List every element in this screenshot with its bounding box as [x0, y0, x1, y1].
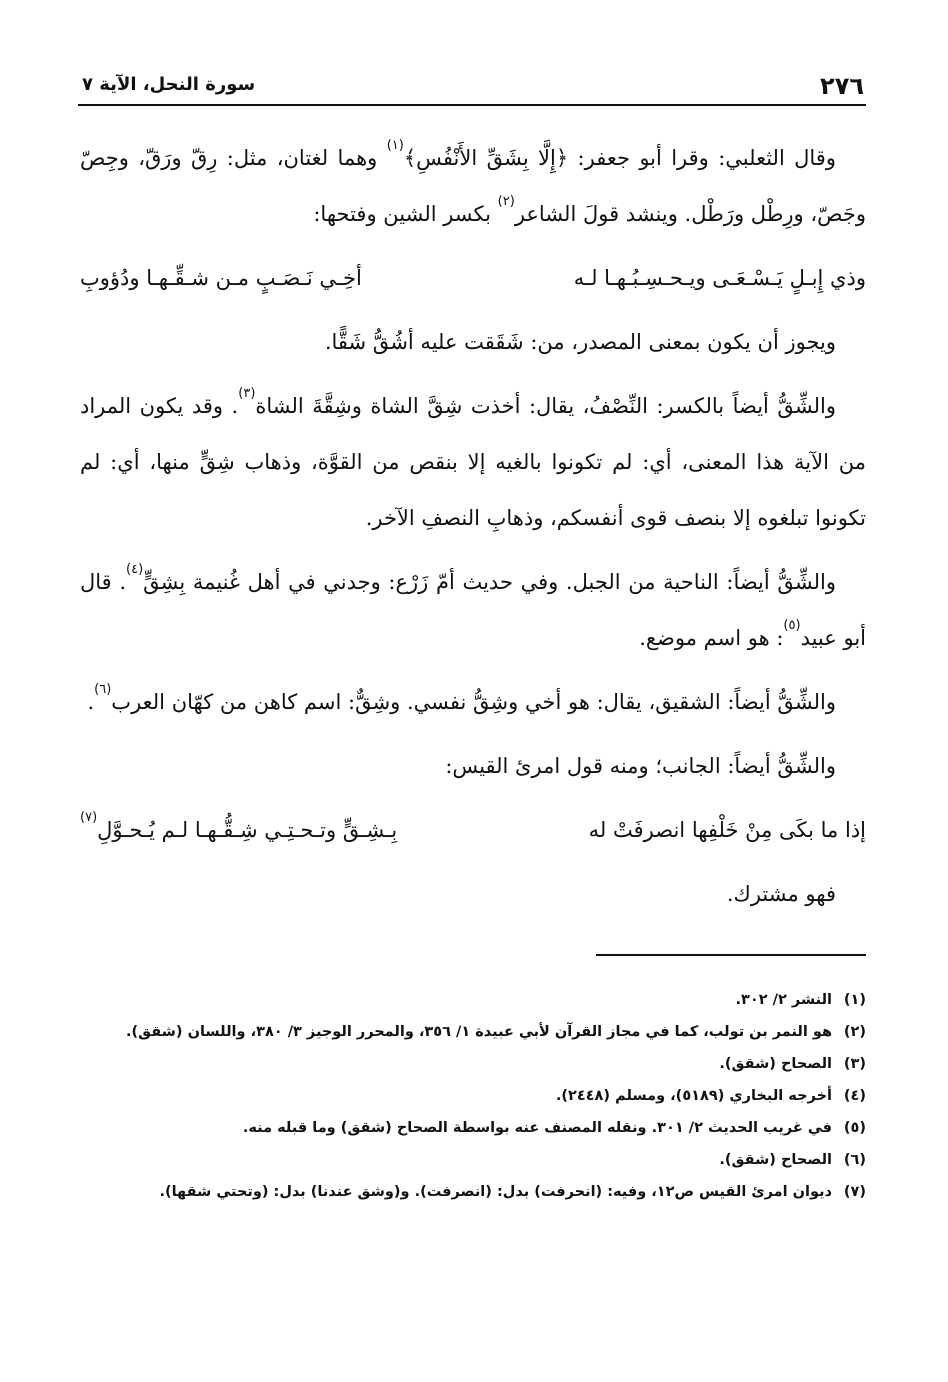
footnote-text: الصحاح (شقق). [719, 1152, 832, 1168]
footnotes-section [80, 986, 866, 1210]
paragraph-text: وهما لغتان، مثل: رِقّ ورَقّ، وجِصّ وجَصّ، ورِطْل ورَطْل. وينشد قولَ الشاعر [80, 146, 866, 226]
paragraph-text: والشِّقُّ أيضاً: الناحية من الجبل. وفي حديث أمّ زَرْع: وجدني في أهل غُنيمة بِشِقٍّ [143, 570, 837, 594]
footnote-marker: (٦) [94, 682, 112, 697]
footnote-6 [80, 1146, 866, 1174]
paragraph-text: وقال الثعلبي: وقرا أبو جعفر: ﴿إِلَّا بِشَقِّ الأَنْفُسِ﴾ [403, 146, 836, 170]
page-header [78, 68, 866, 106]
paragraph-5 [80, 674, 866, 730]
footnote-1 [80, 986, 866, 1014]
footnote-number: (٣) [843, 1056, 866, 1072]
footnote-marker: (٣) [238, 386, 256, 401]
page-number: ٢٧٦ [820, 72, 864, 100]
verse-second-hemistich: أخِـي نَـصَـبٍ مـن شـقِّـهـا ودُؤوبِ [80, 266, 362, 290]
footnote-number: (٤) [843, 1088, 866, 1104]
footnote-marker: (٢) [497, 194, 515, 209]
footnote-text: في غريب الحديث ٢/ ٣٠١. ونقله المصنف عنه بواسطة الصحاح (شقق) وما قبله منه. [242, 1120, 832, 1136]
main-text [80, 130, 866, 930]
footnote-marker: (١) [386, 138, 404, 153]
footnote-marker: (٥) [783, 618, 801, 633]
footnote-number: (٦) [843, 1152, 866, 1168]
paragraph-text: . [87, 690, 95, 714]
poetry-verse-1 [80, 250, 866, 306]
footnote-3 [80, 1050, 866, 1078]
footnote-marker: (٤) [126, 562, 144, 577]
paragraph-4 [80, 554, 866, 666]
verse-text: بِـشِـقٍّ وتـحـتِـي شِـقُّـهـا لـم يُـحـوَّلِ [97, 818, 398, 842]
verse-first-hemistich: إذا ما بكَى مِنْ خَلْفِها انصرفَتْ له [588, 818, 866, 842]
footnote-7 [80, 1178, 866, 1206]
footnote-text: النشر ٢/ ٣٠٢. [735, 992, 832, 1008]
footnote-separator [596, 954, 866, 956]
paragraph-6: والشِّقُّ أيضاً: الجانب؛ ومنه قول امرئ القيس: [445, 754, 836, 778]
paragraph-text: : هو اسم موضع. [639, 626, 784, 650]
footnote-2 [80, 1018, 866, 1046]
paragraph-1 [80, 130, 866, 242]
paragraph-text: . قال أبو عبيد [80, 570, 866, 650]
verse-second-hemistich [80, 802, 397, 858]
paragraph-text: والشِّقُّ أيضاً: الشقيق، يقال: هو أخي وشِقُّ نفسي. وشِقٌّ: اسم كاهن من كهّان العرب [111, 690, 836, 714]
paragraph-2: ويجوز أن يكون بمعنى المصدر، من: شَقَقت عليه أشُقُّ شَقًّا. [324, 330, 836, 354]
paragraph-text: والشِّقُّ أيضاً بالكسر: النِّصْفُ، يقال: أخذت شِقَّ الشاة وشِقَّةَ الشاة [255, 394, 836, 418]
paragraph-text: بكسر الشين وفتحها: [313, 202, 498, 226]
footnote-marker: (٧) [80, 810, 98, 825]
footnote-number: (١) [843, 992, 866, 1008]
footnote-5 [80, 1114, 866, 1142]
paragraph-3 [80, 378, 866, 546]
paragraph-7: فهو مشترك. [726, 882, 836, 906]
poetry-verse-2 [80, 802, 866, 858]
footnote-text: أخرجه البخاري (٥١٨٩)، ومسلم (٢٤٤٨). [555, 1088, 832, 1104]
footnote-number: (٥) [843, 1120, 866, 1136]
verse-first-hemistich: وذي إِبـلٍ يَـسْـعَـى ويـحـسِـبُـهـا لـه [573, 266, 866, 290]
footnote-4 [80, 1082, 866, 1110]
footnote-text: هو النمر بن تولب، كما في مجاز القرآن لأبي عبيدة ١/ ٣٥٦، والمحرر الوجيز ٣/ ٣٨٠، واللسان (شقق). [126, 1024, 832, 1040]
paragraph-text: . وقد يكون المراد من الآية هذا المعنى، أي: لم تكونوا بالغيه إلا بنقص من القوَّة، وذهاب شِقٍّ منها، أي: لم تكونوا تبلغوه إلا بنصف قوى أنفسكم، وذهابِ النصفِ الآخر. [80, 394, 866, 530]
footnote-text: ديوان امرئ القيس ص١٢، وفيه: (انحرفت) بدل: (انصرفت). و(وشق عندنا) بدل: (وتحتي شقها). [159, 1184, 832, 1200]
footnote-text: الصحاح (شقق). [719, 1056, 832, 1072]
running-title: سورة النحل، الآية ٧ [82, 74, 256, 95]
footnote-number: (٢) [843, 1024, 866, 1040]
footnote-number: (٧) [843, 1184, 866, 1200]
